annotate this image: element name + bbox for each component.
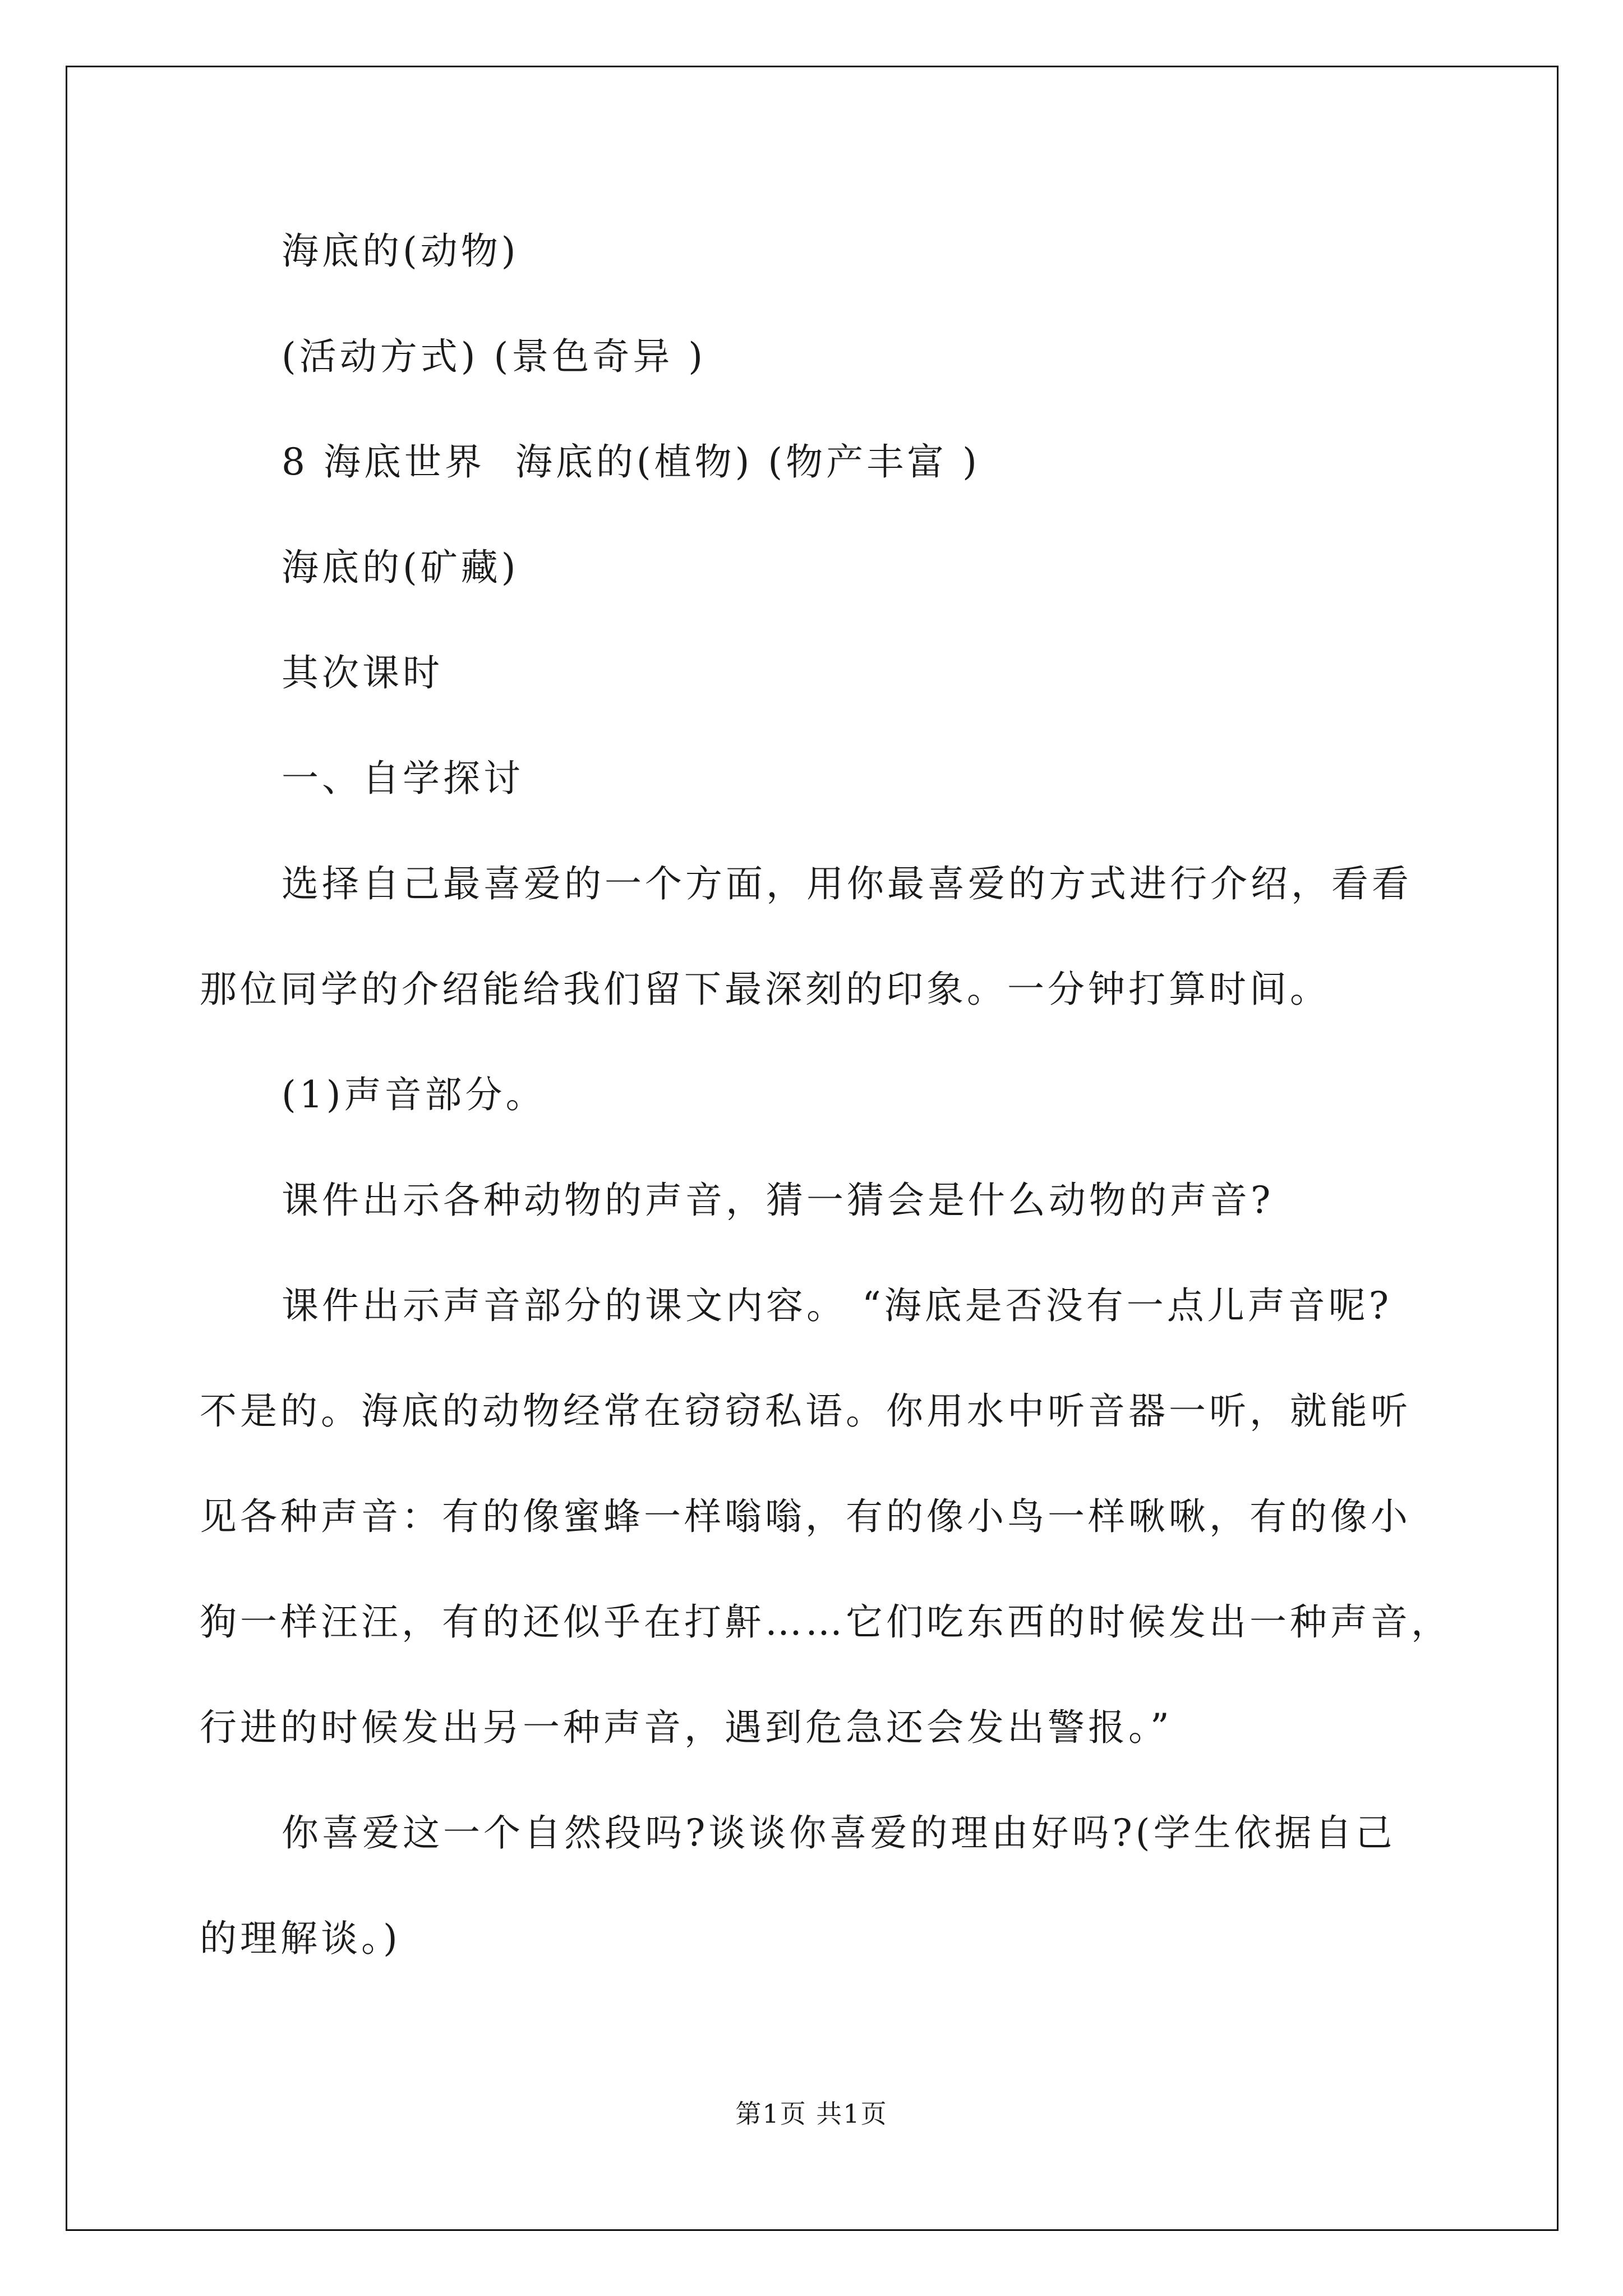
paragraph-line: 不是的。海底的动物经常在窃窃私语。你用水中听音器一听，就能听 <box>200 1389 1411 1433</box>
text-line-sea-animals: 海底的(动物) <box>282 229 519 273</box>
section-heading-self-study: 一、自学探讨 <box>282 757 524 800</box>
text-line-sea-minerals: 海底的(矿藏) <box>282 546 519 589</box>
section-heading-second-lesson: 其次课时 <box>282 651 443 694</box>
text-line-activity-scenery: (活动方式) (景色奇异 ) <box>282 335 706 378</box>
paragraph-line: 的理解谈。) <box>200 1917 401 1960</box>
paragraph-line: 见各种声音：有的像蜜蜂一样嗡嗡，有的像小鸟一样啾啾，有的像小 <box>200 1495 1411 1538</box>
paragraph-line: 行进的时候发出另一种声音，遇到危急还会发出警报。” <box>200 1706 1173 1749</box>
page-number-footer: 第1页 共1页 <box>735 2099 888 2129</box>
text-line-sea-world-plants: 8 海底世界 海底的(植物) (物产丰富 ) <box>282 440 980 484</box>
paragraph-line: 那位同学的介绍能给我们留下最深刻的印象。一分钟打算时间。 <box>200 968 1330 1011</box>
paragraph-line: 选择自己最喜爱的一个方面，用你最喜爱的方式进行介绍，看看 <box>282 862 1412 905</box>
section-heading-sound-part: (1)声音部分。 <box>282 1073 546 1116</box>
page-border <box>66 66 1559 2231</box>
paragraph-line: 课件出示各种动物的声音，猜一猜会是什么动物的声音? <box>282 1179 1274 1222</box>
paragraph-line: 狗一样汪汪，有的还似乎在打鼾……它们吃东西的时候发出一种声音， <box>200 1600 1451 1644</box>
paragraph-line: 课件出示声音部分的课文内容。 “海底是否没有一点儿声音呢? <box>282 1284 1393 1327</box>
paragraph-line: 你喜爱这一个自然段吗?谈谈你喜爱的理由好吗?(学生依据自己 <box>282 1811 1396 1855</box>
